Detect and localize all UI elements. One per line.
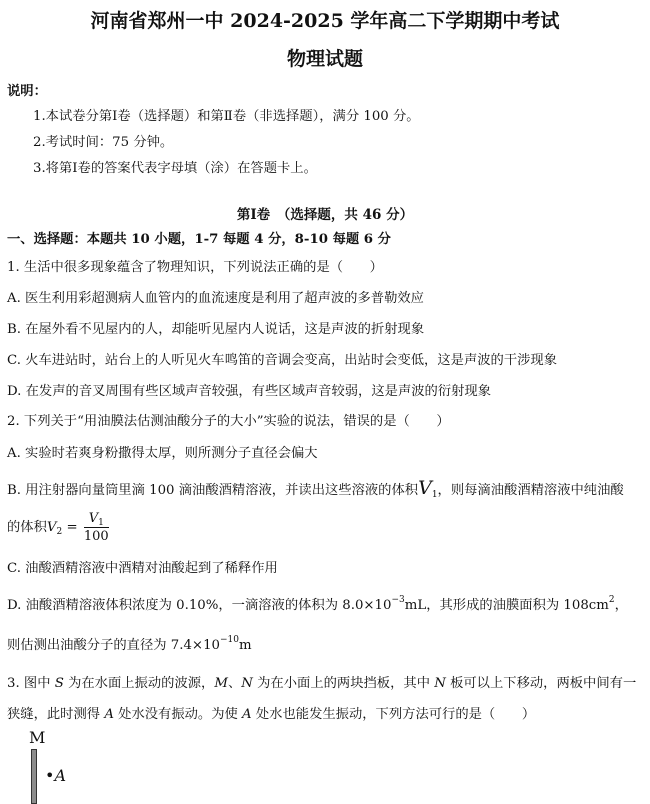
question-1-stem: 1. 生活中很多现象蕴含了物理知识，下列说法正确的是（ ） [7, 260, 383, 275]
volume-fraction: $\frac{V_1}{100}$ [83, 511, 109, 544]
exam-title: 河南省郑州一中 2024-2025 学年高二下学期期中考试 [90, 10, 560, 32]
question-2-option-d: D. 油酸酒精溶液体积浓度为 0.10%，一滴溶液的体积为 $8.0\times 10^{-3}mL$，其形成的油膜面积为 $108cm^2$， [7, 595, 628, 613]
figure-label-a: •A [45, 766, 66, 785]
exam-subtitle: 物理试题 [286, 48, 363, 70]
instruction-item: 3.将第Ⅰ卷的答案代表字母填（涂）在答题卡上。 [33, 161, 317, 176]
question-1-option-a: A. 医生利用彩超测病人血管内的血流速度是利用了超声波的多普勒效应 [7, 291, 424, 306]
question-1-option-b: B. 在屋外看不见屋内的人，却能听见屋内人说话，这是声波的折射现象 [7, 322, 425, 337]
question-2-option-b-cont: 的体积$V_2$ = $\frac{V_1}{100}$ [7, 511, 109, 544]
instructions-heading: 说明： [7, 84, 47, 99]
question-3-stem-cont: 狭缝，此时测得 A 处水没有振动。为使 A 处水也能发生振动，下列方法可行的是（ ） [7, 707, 536, 722]
question-1-option-c: C. 火车进站时，站台上的人听见火车鸣笛的音调会变高，出站时会变低，这是声波的干涉现象 [7, 353, 558, 368]
section-title: 第Ⅰ卷 （选择题，共 46 分） [236, 207, 414, 223]
question-3-stem: 3. 图中 S 为在水面上振动的波源，M、N 为在小面上的两块挡板，其中 N 板可以上下移动，两板中间有一 [7, 676, 637, 691]
question-2-stem: 2. 下列关于“用油膜法估测油酸分子的大小”实验的说法，错误的是（ ） [7, 414, 450, 429]
question-2-option-b: B. 用注射器向量筒里滴 100 滴油酸酒精溶液，并读出这些溶液的体积$V_1$，则每滴油酸酒精溶液中纯油酸 [7, 477, 624, 500]
instruction-item: 1.本试卷分第Ⅰ卷（选择题）和第Ⅱ卷（非选择题），满分 100 分。 [33, 109, 420, 124]
question-2-option-a: A. 实验时若爽身粉撒得太厚，则所测分子直径会偏大 [7, 446, 318, 461]
figure-label-m: M [29, 728, 46, 747]
instruction-item: 2.考试时间：75 分钟。 [33, 135, 174, 150]
question-2-option-d-cont: 则估测出油酸分子的直径为 $7.4\times 10^{-10}m$ [7, 635, 252, 653]
question-1-option-d: D. 在发声的音叉周围有些区域声音较强，有些区域声音较弱，这是声波的衍射现象 [7, 384, 492, 399]
barrier-board-m [31, 749, 37, 804]
question-2-option-c: C. 油酸酒精溶液中酒精对油酸起到了稀释作用 [7, 561, 278, 576]
part-heading: 一、选择题：本题共 10 小题，1-7 每题 4 分，8-10 每题 6 分 [7, 232, 391, 247]
